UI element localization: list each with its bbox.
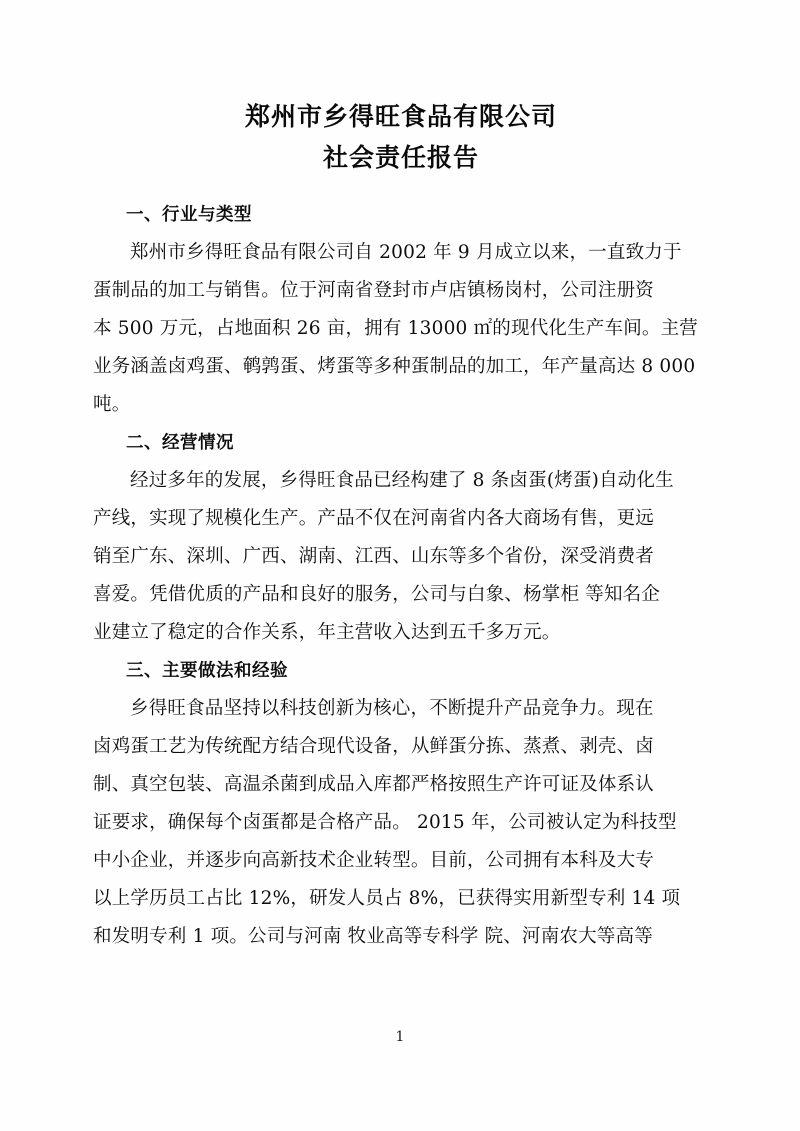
section-paragraph-2 (93, 462, 709, 652)
paragraph-line: 中小企业，并逐步向高新技术企业转型。目前，公司拥有本科及大专 (93, 850, 655, 871)
paragraph-line: 以上学历员工占比 12%，研发人员占 8%，已获得实用新型专利 14 项 (93, 888, 681, 909)
paragraph-line: 业务涵盖卤鸡蛋、鹌鹑蛋、烤蛋等多种蛋制品的加工，年产量高达 8 000 (93, 356, 696, 377)
paragraph-line: 本 500 万元，占地面积 26 亩，拥有 13000 ㎡的现代化生产车间。主营 (93, 318, 698, 339)
paragraph-line: 制、真空包装、高温杀菌到成品入库都严格按照生产许可证及体系认 (93, 774, 655, 795)
paragraph-line: 业建立了稳定的合作关系，年主营收入达到五千多万元。 (93, 622, 561, 643)
section-heading-2: 二、经营情况 (126, 433, 234, 453)
paragraph-line: 蛋制品的加工与销售。位于河南省登封市卢店镇杨岗村，公司注册资 (93, 280, 655, 301)
paragraph-line: 销至广东、深圳、广西、湖南、江西、山东等多个省份，深受消费者 (93, 546, 655, 567)
paragraph-line: 吨。 (93, 394, 131, 415)
page-number: 1 (395, 1029, 405, 1045)
section-paragraph-1 (93, 234, 709, 424)
paragraph-line: 喜爱。凭借优质的产品和良好的服务，公司与白象、杨掌柜 等知名企 (93, 584, 661, 605)
paragraph-line: 证要求，确保每个卤蛋都是合格产品。 2015 年，公司被认定为科技型 (93, 812, 677, 833)
paragraph-line: 乡得旺食品坚持以科技创新为核心，不断提升产品竞争力。现在 (130, 698, 654, 719)
paragraph-line: 卤鸡蛋工艺为传统配方结合现代设备，从鲜蛋分拣、蒸煮、剥壳、卤 (93, 736, 655, 757)
section-heading-3: 三、主要做法和经验 (126, 661, 288, 681)
document-body (93, 96, 709, 956)
paragraph-line: 经过多年的发展，乡得旺食品已经构建了 8 条卤蛋(烤蛋)自动化生 (130, 470, 674, 491)
section-heading-1: 一、行业与类型 (126, 205, 252, 225)
title-spacer (93, 178, 709, 196)
paragraph-line: 和发明专利 1 项。公司与河南 牧业高等专科学 院、河南农大等高等 (93, 926, 653, 947)
title-line-2: 社会责任报告 (322, 143, 479, 172)
paragraph-line: 产线，实现了规模化生产。产品不仅在河南省内各大商场有售，更远 (93, 508, 655, 529)
paragraph-line: 郑州市乡得旺食品有限公司自 2002 年 9 月成立以来，一直致力于 (130, 242, 682, 263)
title-line-1: 郑州市乡得旺食品有限公司 (244, 102, 557, 131)
section-paragraph-3 (93, 690, 709, 956)
page-title (93, 96, 709, 178)
